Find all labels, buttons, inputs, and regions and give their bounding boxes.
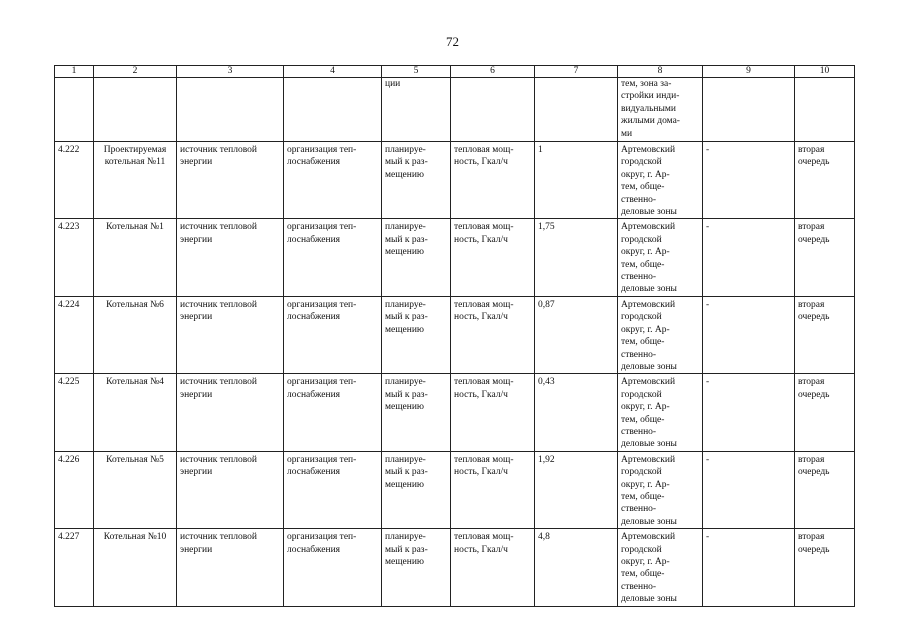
cell-term: вторая очередь — [795, 142, 855, 219]
cell-parameter: тепловая мощ- ность, Гкал/ч — [451, 296, 535, 373]
cell-kind: источник тепловой энергии — [177, 529, 284, 606]
cell-value: 1,75 — [535, 219, 618, 296]
cell-zone: - — [703, 219, 795, 296]
column-header: 9 — [703, 66, 795, 78]
cell-zone: - — [703, 296, 795, 373]
column-header: 1 — [55, 66, 94, 78]
cell-location: Артемовский городской округ, г. Ар- тем, обще- ственно- деловые зоны — [618, 529, 703, 606]
cell-name: Котельная №1 — [94, 219, 177, 296]
cell-location: Артемовский городской округ, г. Ар- тем, обще- ственно- деловые зоны — [618, 219, 703, 296]
cell-parameter: тепловая мощ- ность, Гкал/ч — [451, 142, 535, 219]
cell-kind: источник тепловой энергии — [177, 219, 284, 296]
cell-purpose: организация теп- лоснабжения — [284, 142, 382, 219]
cell-name: Котельная №6 — [94, 296, 177, 373]
cell-name: Проектируемая котельная №11 — [94, 142, 177, 219]
cell-location: тем, зона за- стройки инди- видуальными жилыми дома- ми — [618, 78, 703, 142]
cell-parameter: тепловая мощ- ность, Гкал/ч — [451, 451, 535, 528]
column-header: 4 — [284, 66, 382, 78]
column-header: 6 — [451, 66, 535, 78]
table-row — [55, 374, 855, 451]
table-row — [55, 142, 855, 219]
cell-kind: источник тепловой энергии — [177, 374, 284, 451]
column-header: 10 — [795, 66, 855, 78]
cell-purpose: организация теп- лоснабжения — [284, 296, 382, 373]
column-header: 3 — [177, 66, 284, 78]
cell-number: 4.227 — [55, 529, 94, 606]
cell-zone: - — [703, 142, 795, 219]
cell-status: планируе- мый к раз- мещению — [382, 142, 451, 219]
continued-row — [55, 78, 855, 142]
cell-name: Котельная №4 — [94, 374, 177, 451]
cell-zone: - — [703, 374, 795, 451]
cell-location: Артемовский городской округ, г. Ар- тем, обще- ственно- деловые зоны — [618, 374, 703, 451]
cell-number: 4.226 — [55, 451, 94, 528]
cell-zone: - — [703, 529, 795, 606]
data-table — [54, 65, 855, 607]
cell-term: вторая очередь — [795, 296, 855, 373]
cell-kind: источник тепловой энергии — [177, 296, 284, 373]
cell-term: вторая очередь — [795, 374, 855, 451]
column-header: 5 — [382, 66, 451, 78]
table-row — [55, 451, 855, 528]
cell-purpose: организация теп- лоснабжения — [284, 451, 382, 528]
cell-value: 1 — [535, 142, 618, 219]
cell-status: планируе- мый к раз- мещению — [382, 451, 451, 528]
cell-number: 4.225 — [55, 374, 94, 451]
cell-term: вторая очередь — [795, 451, 855, 528]
cell-value: 0,87 — [535, 296, 618, 373]
cell-name: Котельная №10 — [94, 529, 177, 606]
table-row — [55, 296, 855, 373]
table-row — [55, 219, 855, 296]
cell-term: вторая очередь — [795, 529, 855, 606]
cell-status: планируе- мый к раз- мещению — [382, 529, 451, 606]
cell-kind: источник тепловой энергии — [177, 142, 284, 219]
cell-location: Артемовский городской округ, г. Ар- тем, обще- ственно- деловые зоны — [618, 142, 703, 219]
cell-status: ции — [382, 78, 451, 142]
cell-kind: источник тепловой энергии — [177, 451, 284, 528]
cell-value: 0,43 — [535, 374, 618, 451]
cell-status: планируе- мый к раз- мещению — [382, 296, 451, 373]
column-header: 7 — [535, 66, 618, 78]
cell-purpose: организация теп- лоснабжения — [284, 529, 382, 606]
table-row — [55, 529, 855, 606]
cell-parameter: тепловая мощ- ность, Гкал/ч — [451, 529, 535, 606]
cell-number: 4.224 — [55, 296, 94, 373]
cell-parameter: тепловая мощ- ность, Гкал/ч — [451, 219, 535, 296]
cell-term: вторая очередь — [795, 219, 855, 296]
page-number: 72 — [446, 34, 459, 49]
cell-purpose: организация теп- лоснабжения — [284, 219, 382, 296]
cell-number: 4.223 — [55, 219, 94, 296]
column-header: 2 — [94, 66, 177, 78]
cell-name: Котельная №5 — [94, 451, 177, 528]
cell-zone: - — [703, 451, 795, 528]
cell-location: Артемовский городской округ, г. Ар- тем, обще- ственно- деловые зоны — [618, 451, 703, 528]
column-header: 8 — [618, 66, 703, 78]
cell-status: планируе- мый к раз- мещению — [382, 374, 451, 451]
header-row — [55, 66, 855, 78]
cell-number: 4.222 — [55, 142, 94, 219]
cell-value: 4,8 — [535, 529, 618, 606]
cell-purpose: организация теп- лоснабжения — [284, 374, 382, 451]
cell-value: 1,92 — [535, 451, 618, 528]
cell-location: Артемовский городской округ, г. Ар- тем, обще- ственно- деловые зоны — [618, 296, 703, 373]
cell-parameter: тепловая мощ- ность, Гкал/ч — [451, 374, 535, 451]
cell-status: планируе- мый к раз- мещению — [382, 219, 451, 296]
